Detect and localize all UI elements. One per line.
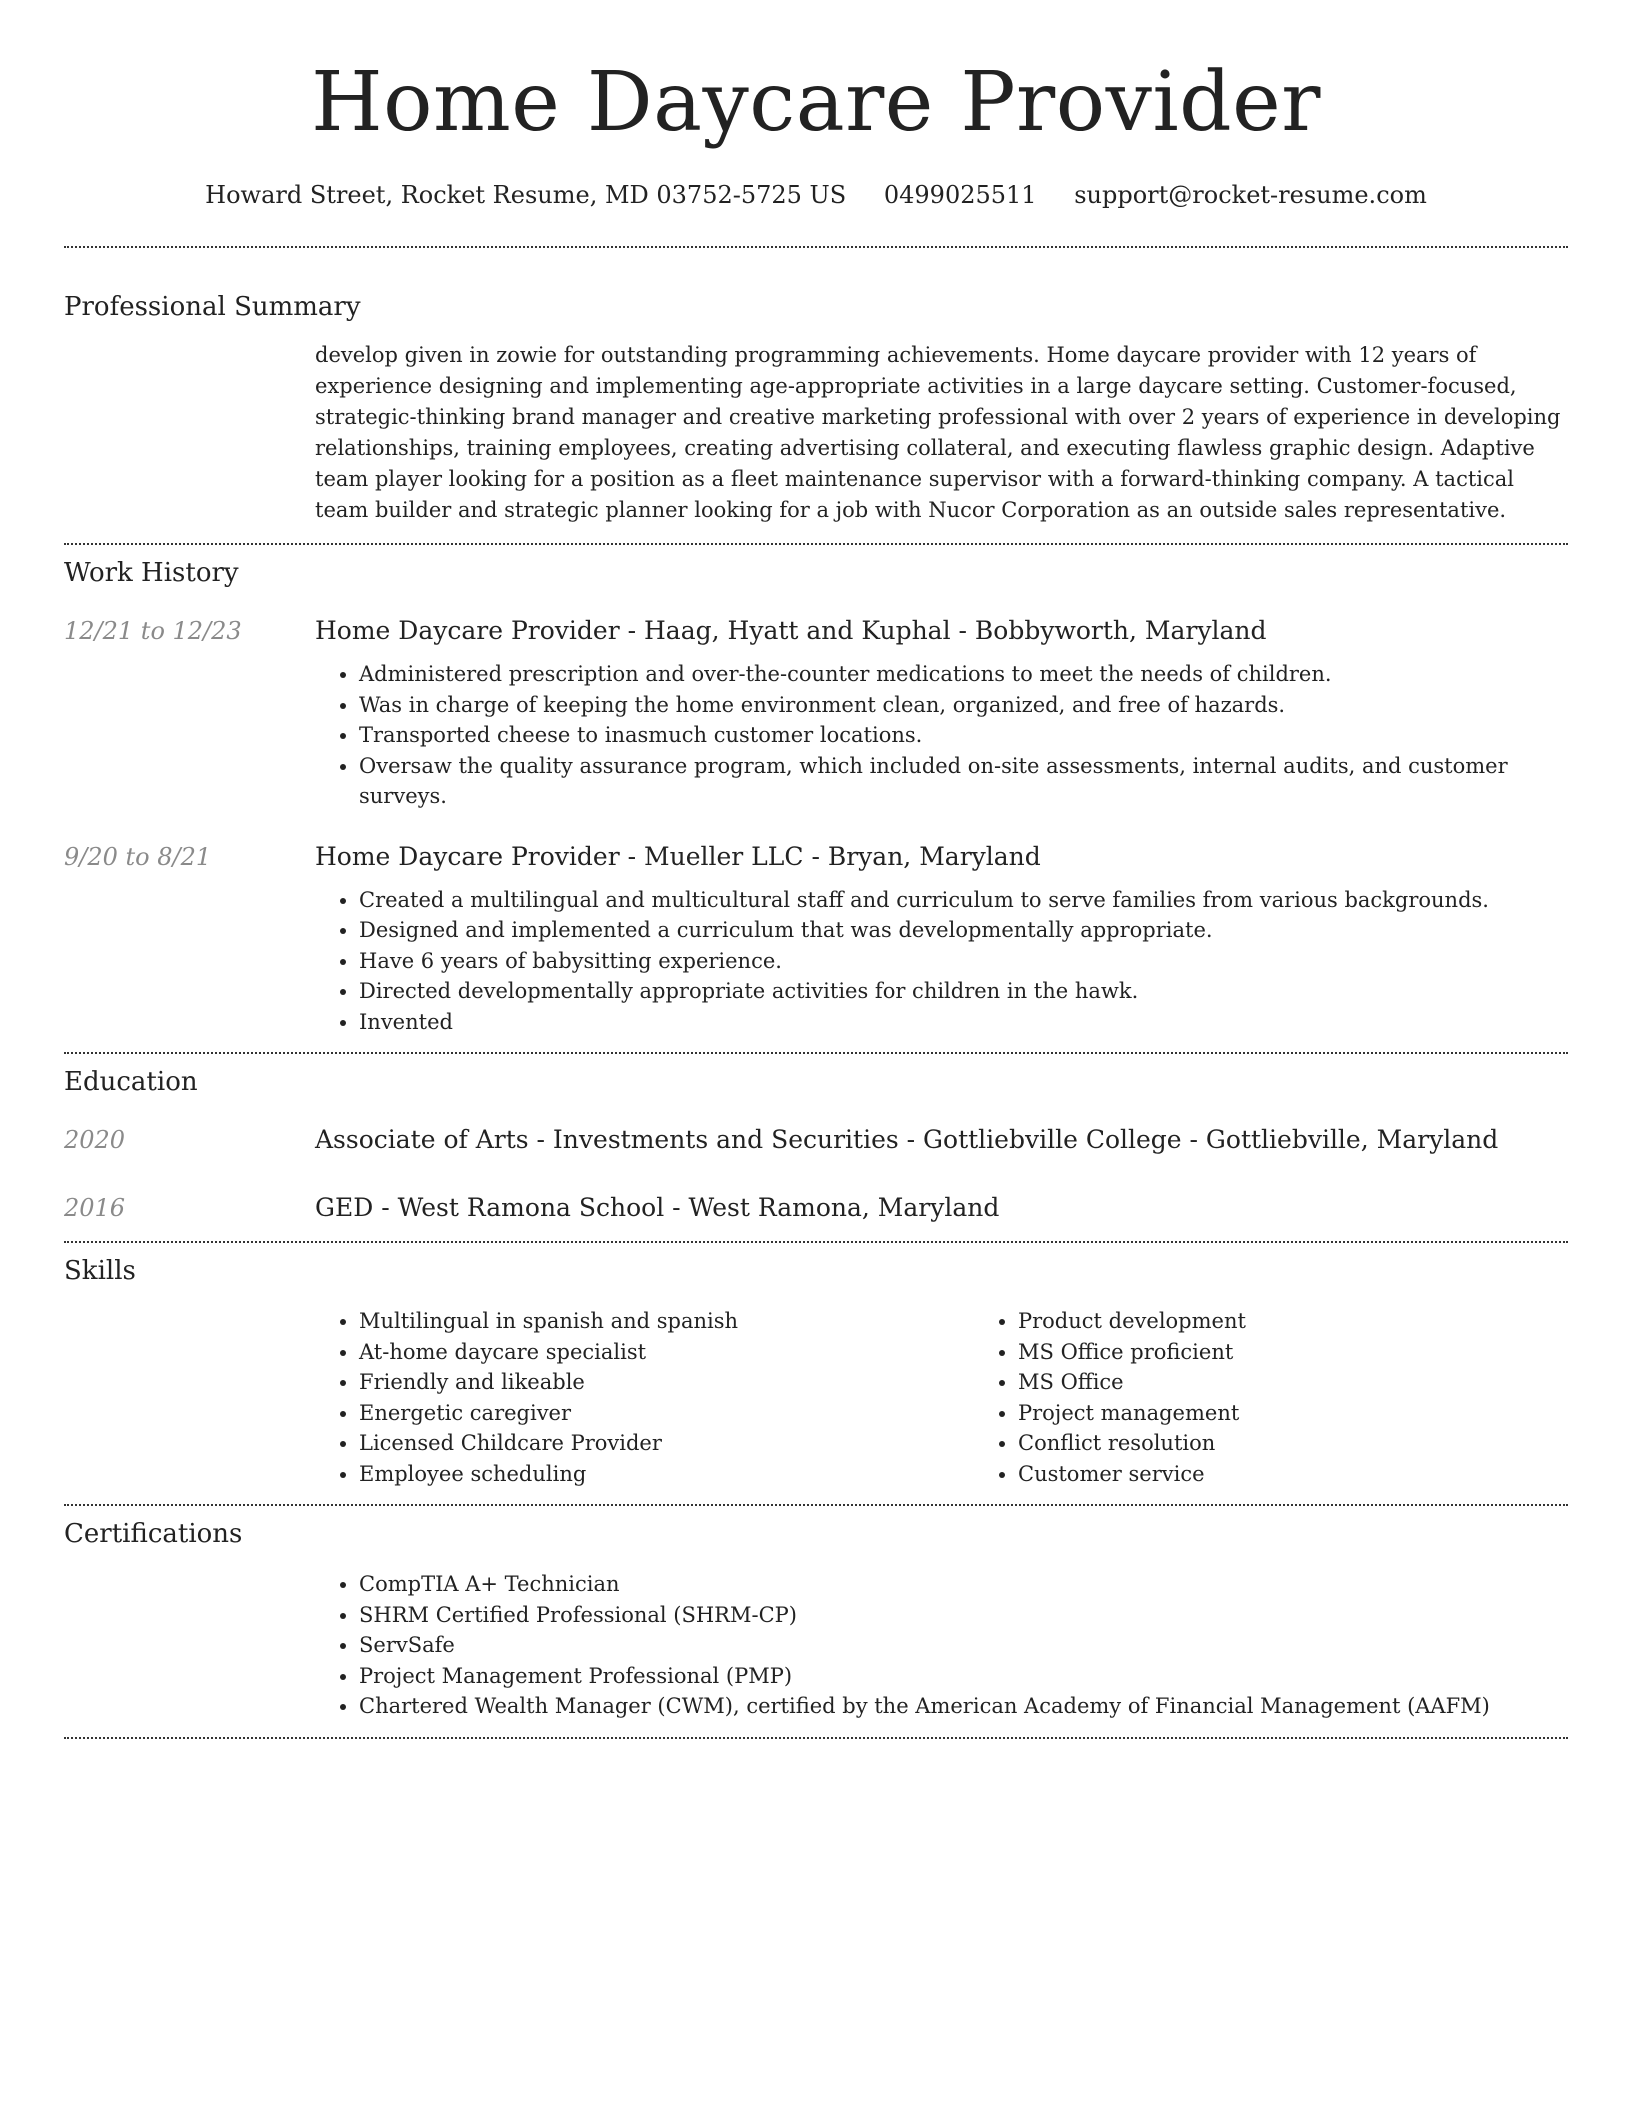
certification-item: • Chartered Wealth Manager (CWM), certified by the American Academy of Financial Management (AAFM)	[359, 1691, 1568, 1722]
contact-address: Howard Street, Rocket Resume, MD 03752-5725 US	[205, 181, 847, 209]
summary-text: develop given in zowie for outstanding programming achievements. Home daycare provider with 12 years of experience designing and implementing age-appropriate activities in a large daycare setting. Customer-focused, strategic-thinking brand manager and creative marketing professional with over 2 years of experience in developing relationships, training employees, creating advertising collateral, and executing flawless graphic design. Adaptive team player looking for a position as a fleet maintenance supervisor with a forward-thinking company. A tactical team builder and strategic planner looking for a job with Nucor Corporation as an outside sales representative.	[315, 343, 1561, 522]
education-detail: GED - West Ramona School - West Ramona, Maryland	[315, 1193, 1000, 1222]
section-title-skills: Skills	[64, 1256, 136, 1286]
contact-line	[64, 178, 1568, 212]
job-dates: 9/20 to 8/21	[64, 842, 212, 871]
resume-name: Home Daycare Provider	[311, 55, 1321, 150]
education-year: 2020	[64, 1126, 126, 1154]
work-history-section	[64, 545, 1568, 1052]
job-bullet: • Directed developmentally appropriate activities for children in the hawk.	[359, 976, 1568, 1007]
job-bullet: • Oversaw the quality assurance program, which included on-site assessments, internal audits, and customer surveys.	[359, 751, 1568, 812]
job-bullet: • Have 6 years of babysitting experience.	[359, 946, 1568, 977]
skill-item: • Friendly and likeable	[359, 1367, 974, 1398]
resume-header	[64, 0, 1568, 212]
section-title-certifications: Certifications	[64, 1519, 243, 1549]
job-bullet: • Designed and implemented a curriculum that was developmentally appropriate.	[359, 915, 1568, 946]
education-year: 2016	[64, 1194, 126, 1222]
education-detail: Associate of Arts - Investments and Securities - Gottliebville College - Gottliebville, Maryland	[315, 1125, 1499, 1154]
skill-item: • Conflict resolution	[1018, 1428, 1632, 1459]
section-title-summary: Professional Summary	[64, 292, 361, 322]
skill-item: • MS Office	[1018, 1367, 1632, 1398]
contact-email: support@rocket-resume.com	[1074, 181, 1427, 209]
education-entry	[64, 1122, 1568, 1158]
skill-item: • Multilingual in spanish and spanish	[359, 1306, 974, 1337]
skills-section	[64, 1243, 1568, 1504]
skills-list-left	[315, 1306, 974, 1489]
education-section	[64, 1054, 1568, 1241]
skill-item: • MS Office proficient	[1018, 1337, 1632, 1368]
certification-item: • Project Management Professional (PMP)	[359, 1661, 1568, 1692]
skill-item: • Product development	[1018, 1306, 1632, 1337]
contact-phone: 0499025511	[883, 181, 1037, 209]
job-entry	[64, 613, 1568, 812]
job-heading: Home Daycare Provider - Mueller LLC - Bryan, Maryland	[315, 841, 1041, 871]
certifications-section	[64, 1506, 1568, 1737]
skill-item: • Project management	[1018, 1398, 1632, 1429]
certification-item: • CompTIA A+ Technician	[359, 1569, 1568, 1600]
job-bullet: • Created a multilingual and multicultural staff and curriculum to serve families from various backgrounds.	[359, 885, 1568, 916]
job-bullet: • Administered prescription and over-the-counter medications to meet the needs of children.	[359, 659, 1568, 690]
job-bullet: • Was in charge of keeping the home environment clean, organized, and free of hazards.	[359, 690, 1568, 721]
skill-item: • Employee scheduling	[359, 1459, 974, 1490]
job-dates: 12/21 to 12/23	[64, 617, 242, 645]
skills-list-right	[974, 1306, 1632, 1489]
certifications-list	[315, 1569, 1568, 1722]
skill-item: • Licensed Childcare Provider	[359, 1428, 974, 1459]
job-bullet: • Transported cheese to inasmuch customer locations.	[359, 720, 1568, 751]
section-title-education: Education	[64, 1067, 198, 1097]
skill-item: • At-home daycare specialist	[359, 1337, 974, 1368]
job-entry	[64, 839, 1568, 1038]
skill-item: • Customer service	[1018, 1459, 1632, 1490]
certification-item: • ServSafe	[359, 1630, 1568, 1661]
job-bullets	[315, 659, 1568, 812]
job-heading: Home Daycare Provider - Haag, Hyatt and Kuphal - Bobbyworth, Maryland	[315, 616, 1267, 645]
section-title-work: Work History	[64, 558, 239, 588]
job-bullets	[315, 885, 1568, 1038]
section-divider	[64, 1737, 1568, 1739]
skill-item: • Energetic caregiver	[359, 1398, 974, 1429]
summary-section	[64, 248, 1568, 543]
certification-item: • SHRM Certified Professional (SHRM-CP)	[359, 1600, 1568, 1631]
job-bullet: • Invented	[359, 1007, 1568, 1038]
education-entry	[64, 1190, 1568, 1226]
